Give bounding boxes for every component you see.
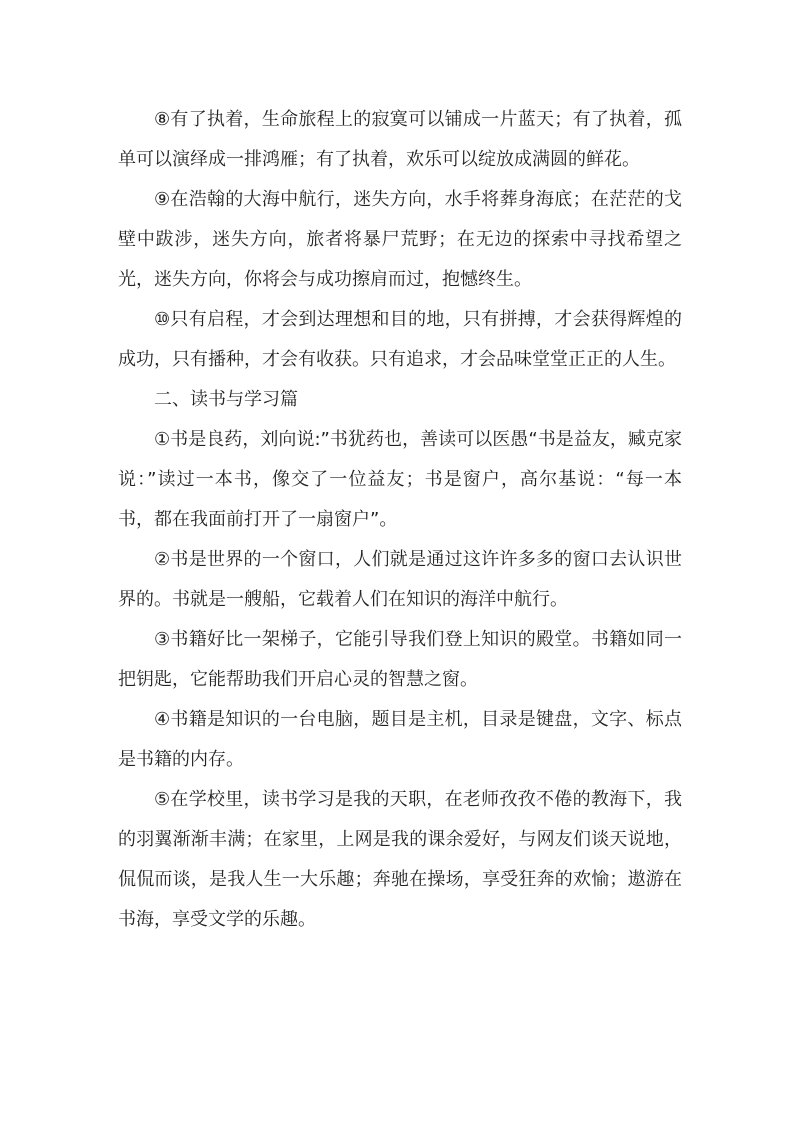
- document-body: [118, 100, 682, 940]
- paragraph-10: ⑩只有启程，才会到达理想和目的地，只有拼搏，才会获得辉煌的成功，只有播种，才会有收获。只有追求，才会品味堂堂正正的人生。: [118, 309, 682, 370]
- section-paragraph-4: ④书籍是知识的一台电脑，题目是主机，目录是键盘，文字、标点是书籍的内存。: [118, 709, 682, 770]
- section-paragraph-1: ①书是良药，刘向说:”书犹药也，善读可以医愚“书是益友，臧克家说：”读过一本书，像交了一位益友；书是窗户，高尔基说：“每一本书，都在我面前打开了一扇窗户”。: [118, 429, 682, 530]
- section-paragraph-2: ②书是世界的一个窗口，人们就是通过这许许多多的窗口去认识世界的。书就是一艘船，它载着人们在知识的海洋中航行。: [118, 549, 682, 610]
- paragraph-8: ⑧有了执着，生命旅程上的寂寞可以铺成一片蓝天；有了执着，孤单可以演绎成一排鸿雁；有了执着，欢乐可以绽放成满圆的鲜花。: [118, 109, 682, 170]
- section-heading: 二、读书与学习篇: [154, 389, 298, 410]
- section-paragraph-3: ③书籍好比一架梯子，它能引导我们登上知识的殿堂。书籍如同一把钥匙，它能帮助我们开启心灵的智慧之窗。: [118, 629, 682, 690]
- section-paragraph-5: ⑤在学校里，读书学习是我的天职，在老师孜孜不倦的教海下，我的羽翼渐渐丰满；在家里，上网是我的课余爱好，与网友们谈天说地，侃侃而谈，是我人生一大乐趣；奔驰在操场，享受狂奔的欢愉；遨游在书海，享受文学的乐趣。: [118, 789, 682, 930]
- paragraph-9: ⑨在浩翰的大海中航行，迷失方向，水手将葬身海底；在茫茫的戈壁中跋涉，迷失方向，旅者将暴尸荒野；在无边的探索中寻找希望之光，迷失方向，你将会与成功擦肩而过，抱憾终生。: [118, 189, 682, 290]
